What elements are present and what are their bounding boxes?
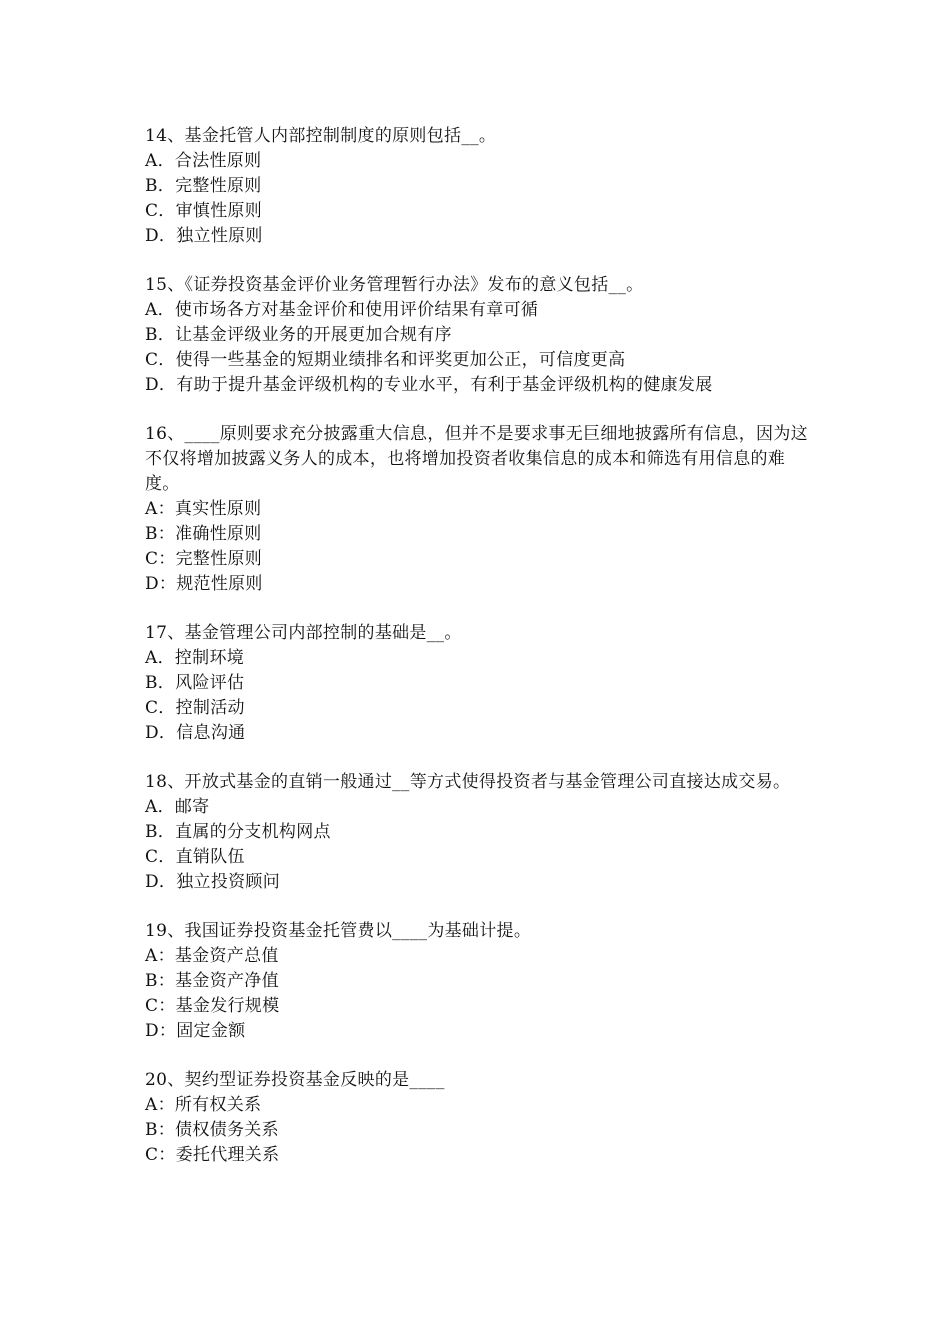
option-c: C：委托代理关系 [145, 1145, 280, 1165]
option-c: C：基金发行规模 [145, 996, 280, 1016]
option-b: B．完整性原则 [145, 176, 262, 196]
option-a: A．邮寄 [145, 797, 210, 817]
option-a: A．合法性原则 [145, 151, 262, 171]
question-stem: 18、开放式基金的直销一般通过__等方式使得投资者与基金管理公司直接达成交易。 [145, 772, 791, 792]
option-c: C．控制活动 [145, 698, 245, 718]
question-stem: 14、基金托管人内部控制制度的原则包括__。 [145, 126, 497, 146]
question-14 [145, 124, 815, 249]
option-a: A：基金资产总值 [145, 946, 279, 966]
option-c: C：完整性原则 [145, 549, 263, 569]
option-d: D．信息沟通 [145, 723, 246, 743]
option-a: A：所有权关系 [145, 1095, 262, 1115]
question-17 [145, 621, 815, 746]
option-b: B：债权债务关系 [145, 1120, 279, 1140]
question-stem: 15、《证券投资基金评价业务管理暂行办法》发布的意义包括__。 [145, 275, 644, 295]
question-list [145, 124, 815, 1192]
option-a: A：真实性原则 [145, 499, 262, 519]
question-16 [145, 422, 815, 597]
option-b: B：基金资产净值 [145, 971, 279, 991]
option-b: B．风险评估 [145, 673, 245, 693]
option-a: A．控制环境 [145, 648, 245, 668]
option-d: D．有助于提升基金评级机构的专业水平，有利于基金评级机构的健康发展 [145, 375, 713, 395]
option-c: C．直销队伍 [145, 847, 245, 867]
option-d: D：规范性原则 [145, 574, 263, 594]
question-stem: 20、契约型证券投资基金反映的是____ [145, 1070, 445, 1090]
question-18 [145, 770, 815, 895]
option-d: D．独立性原则 [145, 226, 263, 246]
question-15 [145, 273, 815, 398]
question-stem: 19、我国证券投资基金托管费以____为基础计提。 [145, 921, 532, 941]
option-b: B．直属的分支机构网点 [145, 822, 331, 842]
option-d: D：固定金额 [145, 1021, 246, 1041]
option-b: B：准确性原则 [145, 524, 262, 544]
option-c: C．审慎性原则 [145, 201, 263, 221]
question-20 [145, 1068, 815, 1168]
question-stem: 17、基金管理公司内部控制的基础是__。 [145, 623, 462, 643]
question-stem: 16、____原则要求充分披露重大信息，但并不是要求事无巨细地披露所有信息，因为这不仅将增加披露义务人的成本，也将增加投资者收集信息的成本和筛选有用信息的难度。 [145, 424, 808, 494]
option-b: B．让基金评级业务的开展更加合规有序 [145, 325, 452, 345]
option-c: C．使得一些基金的短期业绩排名和评奖更加公正，可信度更高 [145, 350, 626, 370]
question-19 [145, 919, 815, 1044]
option-d: D．独立投资顾问 [145, 872, 281, 892]
option-a: A．使市场各方对基金评价和使用评价结果有章可循 [145, 300, 539, 320]
